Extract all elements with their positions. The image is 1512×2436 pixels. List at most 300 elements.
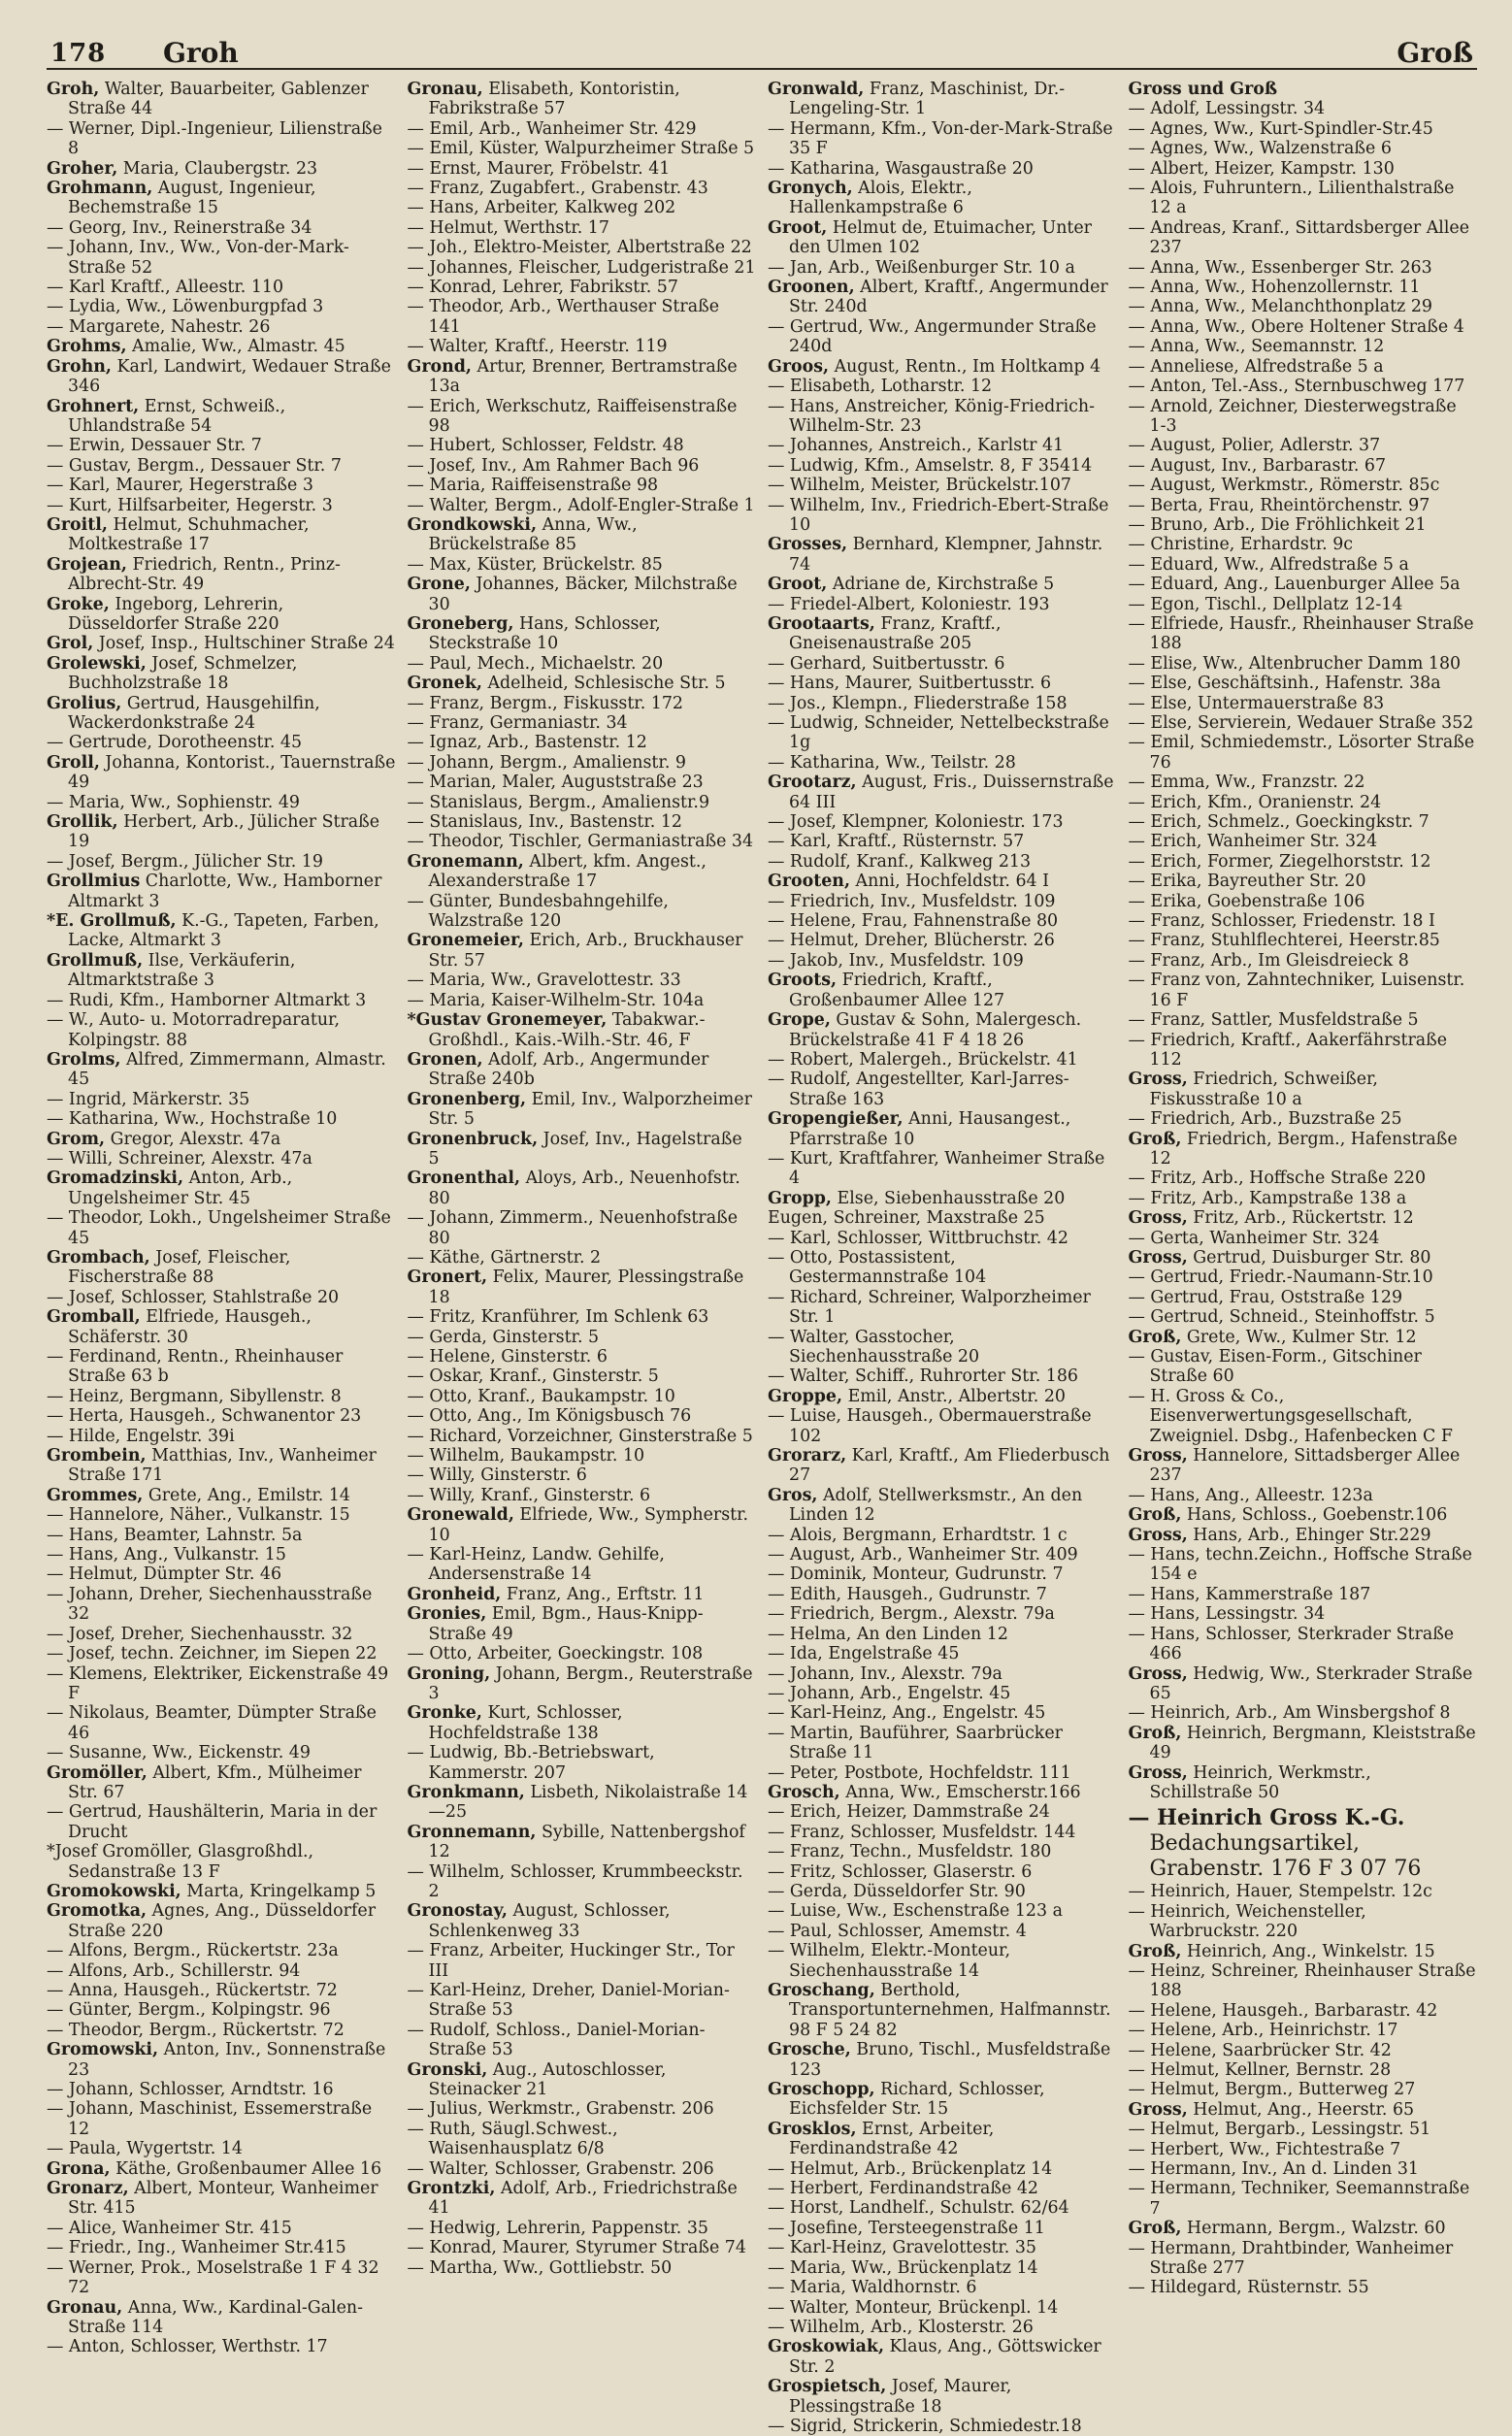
entry-details: — Wilhelm, Baukampstr. 10 <box>407 1446 645 1466</box>
entry-name: Gross, <box>1128 1070 1188 1090</box>
entry-details: — Jos., Klempn., Fliederstraße 158 <box>768 693 1068 713</box>
directory-entry <box>768 278 1117 317</box>
directory-entry <box>768 911 1117 931</box>
entry-details: — Helene, Frau, Fahnenstraße 80 <box>768 911 1059 932</box>
entry-details: Heinrich, Werkmstr., Schillstraße 50 <box>1149 1762 1371 1802</box>
directory-entry <box>408 1644 757 1663</box>
entry-details: Franz, Kraftf., Gneisenaustraße 205 <box>789 613 1002 654</box>
entry-details: Gertrud, Duisburger Str. 80 <box>1187 1247 1431 1267</box>
directory-entry <box>768 2120 1117 2159</box>
entry-details: Adelheid, Schlesische Str. 5 <box>481 674 726 694</box>
directory-entry <box>408 1941 757 1981</box>
directory-entry <box>408 1664 757 1704</box>
entry-details: — Karl-Heinz, Gravelottestr. 35 <box>768 2238 1036 2258</box>
entry-name: Gronewald, <box>407 1505 514 1526</box>
entry-details: — Maria, Ww., Brückenplatz 14 <box>768 2257 1038 2278</box>
directory-entry <box>1129 773 1478 792</box>
directory-entry <box>768 1486 1117 1526</box>
entry-details: — Karl Kraftf., Alleestr. 110 <box>47 278 284 298</box>
directory-entry <box>768 595 1117 614</box>
entry-details: — Hermann, Kfm., Von-der-Mark-Straße 35 F <box>768 118 1113 159</box>
entry-details: — Johann, Inv., Alexstr. 79a <box>768 1663 1003 1684</box>
directory-entry <box>47 634 396 653</box>
directory-entry <box>1129 614 1478 654</box>
directory-entry <box>768 1366 1117 1386</box>
directory-entry <box>47 2159 396 2179</box>
entry-details: — Günter, Bundesbahngehilfe, Walzstraße 120 <box>407 891 669 932</box>
entry-details: — Werner, Prok., Moselstraße 1 F 4 32 72 <box>47 2257 379 2298</box>
entry-details: — Jakob, Inv., Musfeldstr. 109 <box>768 950 1024 971</box>
directory-entry <box>47 357 396 397</box>
directory-entry <box>47 812 396 852</box>
entry-details: — Dominik, Monteur, Gudrunstr. 7 <box>768 1564 1064 1585</box>
entry-details: — Gertrude, Dorotheenstr. 45 <box>47 733 303 753</box>
entry-details: Gregor, Alexstr. 47a <box>105 1129 281 1149</box>
directory-entry <box>768 1783 1117 1802</box>
directory-entry <box>1129 2278 1478 2297</box>
directory-entry <box>408 654 757 674</box>
entry-details: — Josefine, Tersteegenstraße 11 <box>768 2218 1045 2238</box>
directory-entry <box>768 377 1117 396</box>
entry-name: Grollik, <box>47 812 118 833</box>
entry-details: — Jan, Arb., Weißenburger Str. 10 a <box>768 257 1075 278</box>
entry-details: — Hans, Ang., Vulkanstr. 15 <box>47 1545 286 1565</box>
directory-entry <box>47 2139 396 2158</box>
directory-entry <box>408 1545 757 1585</box>
directory-entry <box>47 2219 396 2238</box>
directory-entry <box>768 1149 1117 1189</box>
entry-details: — Ernst, Maurer, Fröbelstr. 41 <box>407 158 671 179</box>
directory-entry <box>408 159 757 179</box>
directory-entry <box>47 456 396 476</box>
entry-details: — Erika, Bayreuther Str. 20 <box>1128 872 1366 892</box>
directory-entry <box>47 951 396 991</box>
entry-details: — Walter, Bergm., Adolf-Engler-Straße 1 <box>407 495 755 515</box>
entry-details: — Friedrich, Kraftf., Aakerfährstraße 112 <box>1128 1030 1448 1070</box>
entry-name: Groh, <box>47 80 100 99</box>
directory-entry <box>408 2219 757 2238</box>
directory-entry <box>1129 1130 1478 1169</box>
directory-entry <box>1129 456 1478 476</box>
directory-entry <box>47 317 396 337</box>
entry-details: — Franz, Sattler, Musfeldstraße 5 <box>1128 1010 1419 1031</box>
directory-entry <box>1129 1625 1478 1664</box>
entry-details: — Margarete, Nahestr. 26 <box>47 316 271 337</box>
entry-details: Hans, Schlosser, Steckstraße 10 <box>428 613 661 654</box>
entry-details: Herbert, Arb., Jülicher Straße 19 <box>68 812 380 852</box>
entry-details: — Stanislaus, Inv., Bastenstr. 12 <box>407 812 682 833</box>
directory-entry <box>47 1802 396 1842</box>
entry-details: — Adolf, Lessingstr. 34 <box>1128 99 1326 119</box>
directory-entry <box>47 1109 396 1129</box>
entry-details: — Erich, Heizer, Dammstraße 24 <box>768 1802 1050 1823</box>
directory-entry <box>1129 1031 1478 1070</box>
directory-entry <box>408 436 757 455</box>
entry-name: Grontzki, <box>407 2179 496 2199</box>
directory-entry <box>1129 436 1478 455</box>
entry-details: — Helmut, Arb., Brückenplatz 14 <box>768 2158 1053 2179</box>
directory-entry <box>1129 555 1478 575</box>
directory-entry <box>408 971 757 990</box>
directory-entry <box>1129 1070 1478 1109</box>
directory-entry <box>768 951 1117 971</box>
directory-entry <box>768 2238 1117 2257</box>
entry-details: — Franz, Arb., Im Gleisdreieck 8 <box>1128 950 1409 971</box>
entry-details: — Günter, Bergm., Kolpingstr. 96 <box>47 2000 331 2021</box>
directory-entry <box>1129 1328 1478 1347</box>
entry-details: — Josef, Bergm., Jülicher Str. 19 <box>47 851 323 872</box>
directory-entry <box>768 179 1117 218</box>
entry-name: Grollmius <box>47 872 141 892</box>
entry-name: Gromotka, <box>47 1901 148 1922</box>
entry-details: Hedwig, Ww., Sterkrader Straße 65 <box>1149 1663 1473 1703</box>
entry-name: Groll, <box>47 752 100 773</box>
entry-name: Gronostay, <box>407 1901 508 1922</box>
entry-name: Groß, <box>1128 2219 1182 2239</box>
directory-entry <box>1129 1208 1478 1228</box>
entry-details: — Otto, Kranf., Baukampstr. 10 <box>407 1386 675 1406</box>
page-header <box>47 35 1477 70</box>
entry-details: — Ingrid, Märkerstr. 35 <box>47 1089 250 1109</box>
directory-entry <box>768 1526 1117 1545</box>
directory-entry <box>768 2198 1117 2218</box>
entry-details: Helmut, Schuhmacher, Moltkestraße 17 <box>68 514 310 555</box>
entry-details: Hans, Schloss., Goebenstr.106 <box>1181 1505 1448 1526</box>
directory-entry <box>408 238 757 257</box>
entry-name: Grootaarts, <box>768 613 875 634</box>
entry-details: Käthe, Großenbaumer Allee 16 <box>110 2158 382 2179</box>
entry-name: Grolewski, <box>47 653 147 674</box>
directory-entry <box>768 872 1117 891</box>
directory-entry <box>408 1823 757 1862</box>
directory-entry <box>768 80 1117 119</box>
entry-name: Gross, <box>1128 1247 1188 1267</box>
entry-name: Groitl, <box>47 514 108 535</box>
entry-details: Friedrich, Schweißer, Fiskusstraße 10 a <box>1149 1070 1378 1109</box>
entry-details: — Emil, Küster, Walpurzheimer Straße 5 <box>407 139 755 159</box>
entry-details: — Hans, Beamter, Lahnstr. 5a <box>47 1525 303 1545</box>
directory-entry <box>768 1862 1117 1882</box>
entry-details: — Anneliese, Alfredstraße 5 a <box>1128 356 1384 377</box>
entry-details: — Sigrid, Strickerin, Schmiedestr.18 <box>768 2416 1082 2436</box>
entry-name: Grommes, <box>47 1485 144 1505</box>
entry-details: Helmut de, Etuimacher, Unter den Ulmen 102 <box>789 217 1092 258</box>
entry-details: — Rudi, Kfm., Hamborner Altmarkt 3 <box>47 990 367 1010</box>
entry-details: — Willi, Schreiner, Alexstr. 47a <box>47 1148 312 1169</box>
directory-entry <box>1129 674 1478 693</box>
directory-entry <box>47 1526 396 1545</box>
directory-entry <box>768 1604 1117 1624</box>
entry-details: — Friedrich, Arb., Buzstraße 25 <box>1128 1109 1402 1130</box>
directory-entry <box>768 357 1117 377</box>
entry-details: — Max, Küster, Brückelstr. 85 <box>407 554 663 575</box>
entry-details: — Johannes, Fleischer, Ludgeristraße 21 <box>407 257 756 278</box>
entry-name: Gronheid, <box>407 1584 502 1604</box>
directory-entry <box>768 753 1117 773</box>
directory-entry <box>47 1644 396 1663</box>
entry-name: Groschang, <box>768 1981 875 2000</box>
entry-details: Friedrich, Rentn., Prinz-Albrecht-Str. 49 <box>68 554 341 595</box>
entry-details: — Gertrud, Friedr.-Naumann-Str.10 <box>1128 1267 1433 1288</box>
directory-entry <box>1129 397 1478 437</box>
directory-entry <box>768 258 1117 278</box>
directory-entry <box>408 2120 757 2159</box>
entry-details: Emil, Inv., Walporzheimer Str. 5 <box>428 1089 752 1130</box>
entry-details: — Eduard, Ang., Lauenburger Allee 5a <box>1128 575 1461 595</box>
entry-details: — Käthe, Gärtnerstr. 2 <box>407 1247 602 1267</box>
entry-details: Adolf, Stellwerksmstr., An den Linden 12 <box>789 1485 1083 1526</box>
entry-details: — Walter, Monteur, Brückenpl. 14 <box>768 2297 1059 2318</box>
directory-entry <box>1129 2159 1478 2179</box>
directory-entry <box>768 2337 1117 2377</box>
entry-details: — Katharina, Ww., Hochstraße 10 <box>47 1109 338 1130</box>
entry-details: — Helma, An den Linden 12 <box>768 1624 1008 1644</box>
entry-details: Ilse, Verkäuferin, Altmarktstraße 3 <box>68 950 296 991</box>
directory-entry <box>408 119 757 139</box>
entry-details: — Karl-Heinz, Ang., Engelstr. 45 <box>768 1703 1046 1724</box>
directory-entry <box>47 1842 396 1882</box>
entry-details: — Hilde, Engelstr. 39i <box>47 1426 235 1446</box>
directory-entry <box>768 1703 1117 1723</box>
directory-entry <box>768 1684 1117 1703</box>
entry-details: — Maria, Raiffeisenstraße 98 <box>407 476 659 496</box>
entry-details: — Gertrud, Ww., Angermunder Straße 240d <box>768 316 1097 357</box>
entry-details: — Wilhelm, Schlosser, Krummbeeckstr. 2 <box>407 1861 743 1901</box>
directory-entry <box>408 1465 757 1485</box>
entry-details: — Johann, Bergm., Amalienstr. 9 <box>407 752 686 773</box>
entry-details: Berthold, Transportunternehmen, Halfmannstr. 98 F 5 24 82 <box>789 1981 1111 2040</box>
directory-entry <box>408 773 757 792</box>
directory-entry <box>408 1703 757 1743</box>
entry-details: Anton, Arb., Ungelsheimer Str. 45 <box>68 1169 293 1208</box>
entry-details: Karl, Kraftf., Am Fliederbusch 27 <box>789 1446 1110 1486</box>
entry-details: — Franz, Schlosser, Friedenstr. 18 I <box>1128 911 1435 932</box>
directory-entry <box>47 1307 396 1347</box>
entry-name: Groppe, <box>768 1386 843 1406</box>
directory-entry <box>768 476 1117 495</box>
entry-details: August, Schlosser, Schlenkenweg 33 <box>428 1901 671 1941</box>
directory-entry <box>408 674 757 693</box>
entry-details: — Horst, Landhelf., Schulstr. 62/64 <box>768 2198 1069 2219</box>
entry-name: Grospietsch, <box>768 2377 887 2397</box>
directory-entry <box>47 238 396 278</box>
directory-entry <box>1129 535 1478 554</box>
directory-entry <box>47 1288 396 1307</box>
directory-entry <box>408 515 757 555</box>
directory-entry <box>47 2258 396 2298</box>
entry-details: Fritz, Arb., Rückertstr. 12 <box>1187 1208 1414 1229</box>
entry-name: Gromowski, <box>47 2040 159 2060</box>
entry-details: — Johann, Arb., Engelstr. 45 <box>768 1683 1011 1703</box>
directory-entry <box>1129 278 1478 297</box>
entry-name: Grohn, <box>47 356 112 377</box>
directory-entry <box>47 397 396 437</box>
entry-details: Hans, Arb., Ehinger Str.229 <box>1187 1525 1431 1545</box>
entry-name: Grone, <box>407 575 471 595</box>
entry-details: — Ludwig, Bb.-Betriebswart, Kammerstr. 207 <box>407 1743 655 1783</box>
directory-entry <box>408 2258 757 2278</box>
entry-details: Adolf, Arb., Friedrichstraße 41 <box>428 2179 738 2219</box>
directory-entry <box>408 555 757 575</box>
entry-name: Grond, <box>407 356 472 377</box>
entry-details: — Gerda, Düsseldorfer Str. 90 <box>768 1881 1026 1901</box>
entry-details: — Johann, Inv., Ww., Von-der-Mark-Straße 52 <box>47 238 349 278</box>
entry-details: — Martha, Ww., Gottliebstr. 50 <box>407 2257 673 2278</box>
entry-details: — Maria, Kaiser-Wilhelm-Str. 104a <box>407 990 705 1010</box>
directory-entry <box>1129 179 1478 218</box>
entry-name: Grosklos, <box>768 2119 857 2139</box>
entry-name: Gross, <box>1128 2099 1188 2120</box>
column-3 <box>768 80 1117 2436</box>
directory-entry <box>408 1486 757 1505</box>
directory-entry <box>768 2219 1117 2238</box>
entry-details: — Franz, Zugabfert., Grabenstr. 43 <box>407 179 708 199</box>
entry-details: Adolf, Arb., Angermunder Straße 240b <box>428 1049 709 1090</box>
entry-details: — Theodor, Arb., Werthauser Straße 141 <box>407 297 719 337</box>
directory-entry <box>47 1585 396 1625</box>
entry-details: Artur, Brenner, Bertramstraße 13a <box>428 356 738 397</box>
entry-details: — Karl, Schlosser, Wittbruchstr. 42 <box>768 1228 1068 1248</box>
directory-entry <box>47 1010 396 1050</box>
directory-entry <box>47 1427 396 1446</box>
entry-details: — Richard, Schreiner, Walporzheimer Str. 1 <box>768 1287 1091 1328</box>
entry-name: Gronemeier, <box>407 931 524 951</box>
directory-entry <box>768 2318 1117 2337</box>
directory-entry <box>1129 1189 1478 1208</box>
entry-name: Grohmann, <box>47 179 153 199</box>
directory-entry <box>408 179 757 198</box>
directory-entry <box>768 694 1117 713</box>
directory-entry <box>1129 1724 1478 1763</box>
entry-name: Gropp, <box>768 1188 832 1208</box>
entry-details: — Edith, Hausgeh., Gudrunstr. 7 <box>768 1584 1047 1604</box>
entry-details: — Herbert, Ww., Fichtestraße 7 <box>1128 2139 1401 2159</box>
directory-entry <box>408 297 757 337</box>
entry-details: — Anna, Ww., Melanchthonplatz 29 <box>1128 297 1432 317</box>
entry-details: — Anna, Ww., Hohenzollernstr. 11 <box>1128 278 1421 298</box>
entry-details: — Alfons, Arb., Schillerstr. 94 <box>47 1960 301 1981</box>
directory-entry <box>1129 218 1478 258</box>
directory-entry <box>47 436 396 455</box>
directory-entry <box>1129 812 1478 832</box>
directory-entry <box>47 2298 396 2338</box>
entry-details: — Gerta, Wanheimer Str. 324 <box>1128 1228 1380 1248</box>
directory-entry <box>1129 2041 1478 2060</box>
directory-entry <box>1129 575 1478 594</box>
entry-details: Anton, Inv., Sonnenstraße 23 <box>68 2040 386 2080</box>
directory-entry <box>408 1169 757 1208</box>
directory-entry <box>1129 2001 1478 2021</box>
directory-entry <box>408 2060 757 2100</box>
directory-entry <box>1129 892 1478 911</box>
directory-entry <box>768 436 1117 455</box>
entry-name: Grom, <box>47 1129 106 1149</box>
entry-details: — Gertrud, Schneid., Steinhoffstr. 5 <box>1128 1307 1435 1328</box>
entry-name: Groning, <box>407 1663 491 1684</box>
directory-entry <box>47 1961 396 1981</box>
directory-entry <box>768 1585 1117 1604</box>
entry-name: Grol, <box>47 634 94 654</box>
directory-entry <box>408 2179 757 2219</box>
directory-entry <box>408 1406 757 1426</box>
entry-name: Gronau, <box>407 80 483 99</box>
directory-entry <box>768 317 1117 357</box>
entry-details: — Helmut, Dreher, Blücherstr. 26 <box>768 931 1055 951</box>
directory-entry <box>47 179 396 218</box>
entry-details: — Werner, Dipl.-Ingenieur, Lilienstraße 8 <box>47 118 382 159</box>
entry-name: Grosch, <box>768 1782 840 1802</box>
directory-entry <box>47 991 396 1010</box>
entry-name: Groke, <box>47 594 110 614</box>
directory-entry <box>47 694 396 734</box>
entry-name: Groots, <box>768 971 838 991</box>
entry-details: Anni, Hausangest., Pfarrstraße 10 <box>789 1109 1071 1149</box>
entry-details: Josef, Maurer, Plessingstraße 18 <box>789 2377 1012 2417</box>
entry-details: — Richard, Vorzeichner, Ginsterstraße 5 <box>407 1426 753 1446</box>
directory-entry <box>768 2258 1117 2278</box>
directory-entry <box>768 1070 1117 1109</box>
directory-entry <box>768 2179 1117 2198</box>
directory-entry <box>768 397 1117 437</box>
directory-entry <box>768 2278 1117 2297</box>
directory-entry <box>768 1842 1117 1861</box>
entry-details: — Katharina, Ww., Teilstr. 28 <box>768 752 1016 773</box>
entry-name: Groonen, <box>768 278 855 298</box>
directory-entry <box>768 1545 1117 1564</box>
entry-name: Gronek, <box>407 674 482 694</box>
entry-details: — Heinrich, Arb., Am Winsbergshof 8 <box>1128 1703 1451 1724</box>
entry-name: Gromadzinski, <box>47 1169 184 1189</box>
entry-details: Klaus, Ang., Göttswicker Str. 2 <box>789 2337 1101 2377</box>
entry-name: Gronnemann, <box>407 1822 537 1842</box>
directory-entry <box>1129 1169 1478 1188</box>
entry-details: August, Fris., Duissernstraße 64 III <box>789 773 1114 812</box>
directory-entry <box>1129 2239 1478 2279</box>
entry-name: Groß, <box>1128 1723 1182 1743</box>
entry-details: — Theodor, Lokh., Ungelsheimer Straße 45 <box>47 1208 391 1248</box>
directory-entry <box>1129 872 1478 891</box>
entry-details: Elisabeth, Kontoristin, Fabrikstraße 57 <box>428 80 680 119</box>
entry-details: — Hannelore, Näher., Vulkanstr. 15 <box>47 1505 350 1526</box>
entry-name: Gross, <box>1128 1762 1188 1783</box>
directory-entry <box>47 1446 396 1486</box>
entry-name: Gronarz, <box>47 2179 129 2199</box>
entry-name: Grope, <box>768 1010 831 1031</box>
directory-entry <box>768 1446 1117 1486</box>
directory-entry <box>768 614 1117 654</box>
directory-entry <box>408 80 757 119</box>
entry-name: Gronies, <box>407 1604 487 1625</box>
entry-details: — Hedwig, Lehrerin, Pappenstr. 35 <box>407 2218 708 2238</box>
entry-details: Anna, Ww., Emscherstr.166 <box>839 1782 1081 1802</box>
directory-entry <box>47 1050 396 1090</box>
entry-details: Albert, Kraftf., Angermunder Str. 240d <box>789 278 1108 317</box>
entry-details: — Nikolaus, Beamter, Dümpter Straße 46 <box>47 1703 377 1743</box>
entry-details: — Klemens, Elektriker, Eickenstraße 49 F <box>47 1663 389 1703</box>
directory-entry <box>47 2000 396 2020</box>
entry-details: — Peter, Postbote, Hochfeldstr. 111 <box>768 1762 1071 1783</box>
directory-entry <box>1129 1486 1478 1505</box>
entry-details: — Agnes, Ww., Kurt-Spindler-Str.45 <box>1128 118 1433 139</box>
directory-entry <box>408 575 757 614</box>
entry-details: Josef, Inv., Hagelstraße 5 <box>428 1129 742 1169</box>
entry-details: — Hans, Arbeiter, Kalkweg 202 <box>407 198 676 218</box>
directory-entry <box>768 1763 1117 1783</box>
directory-entry <box>768 713 1117 753</box>
directory-entry <box>408 1307 757 1327</box>
directory-entry <box>1129 951 1478 971</box>
directory-entry <box>408 1328 757 1347</box>
